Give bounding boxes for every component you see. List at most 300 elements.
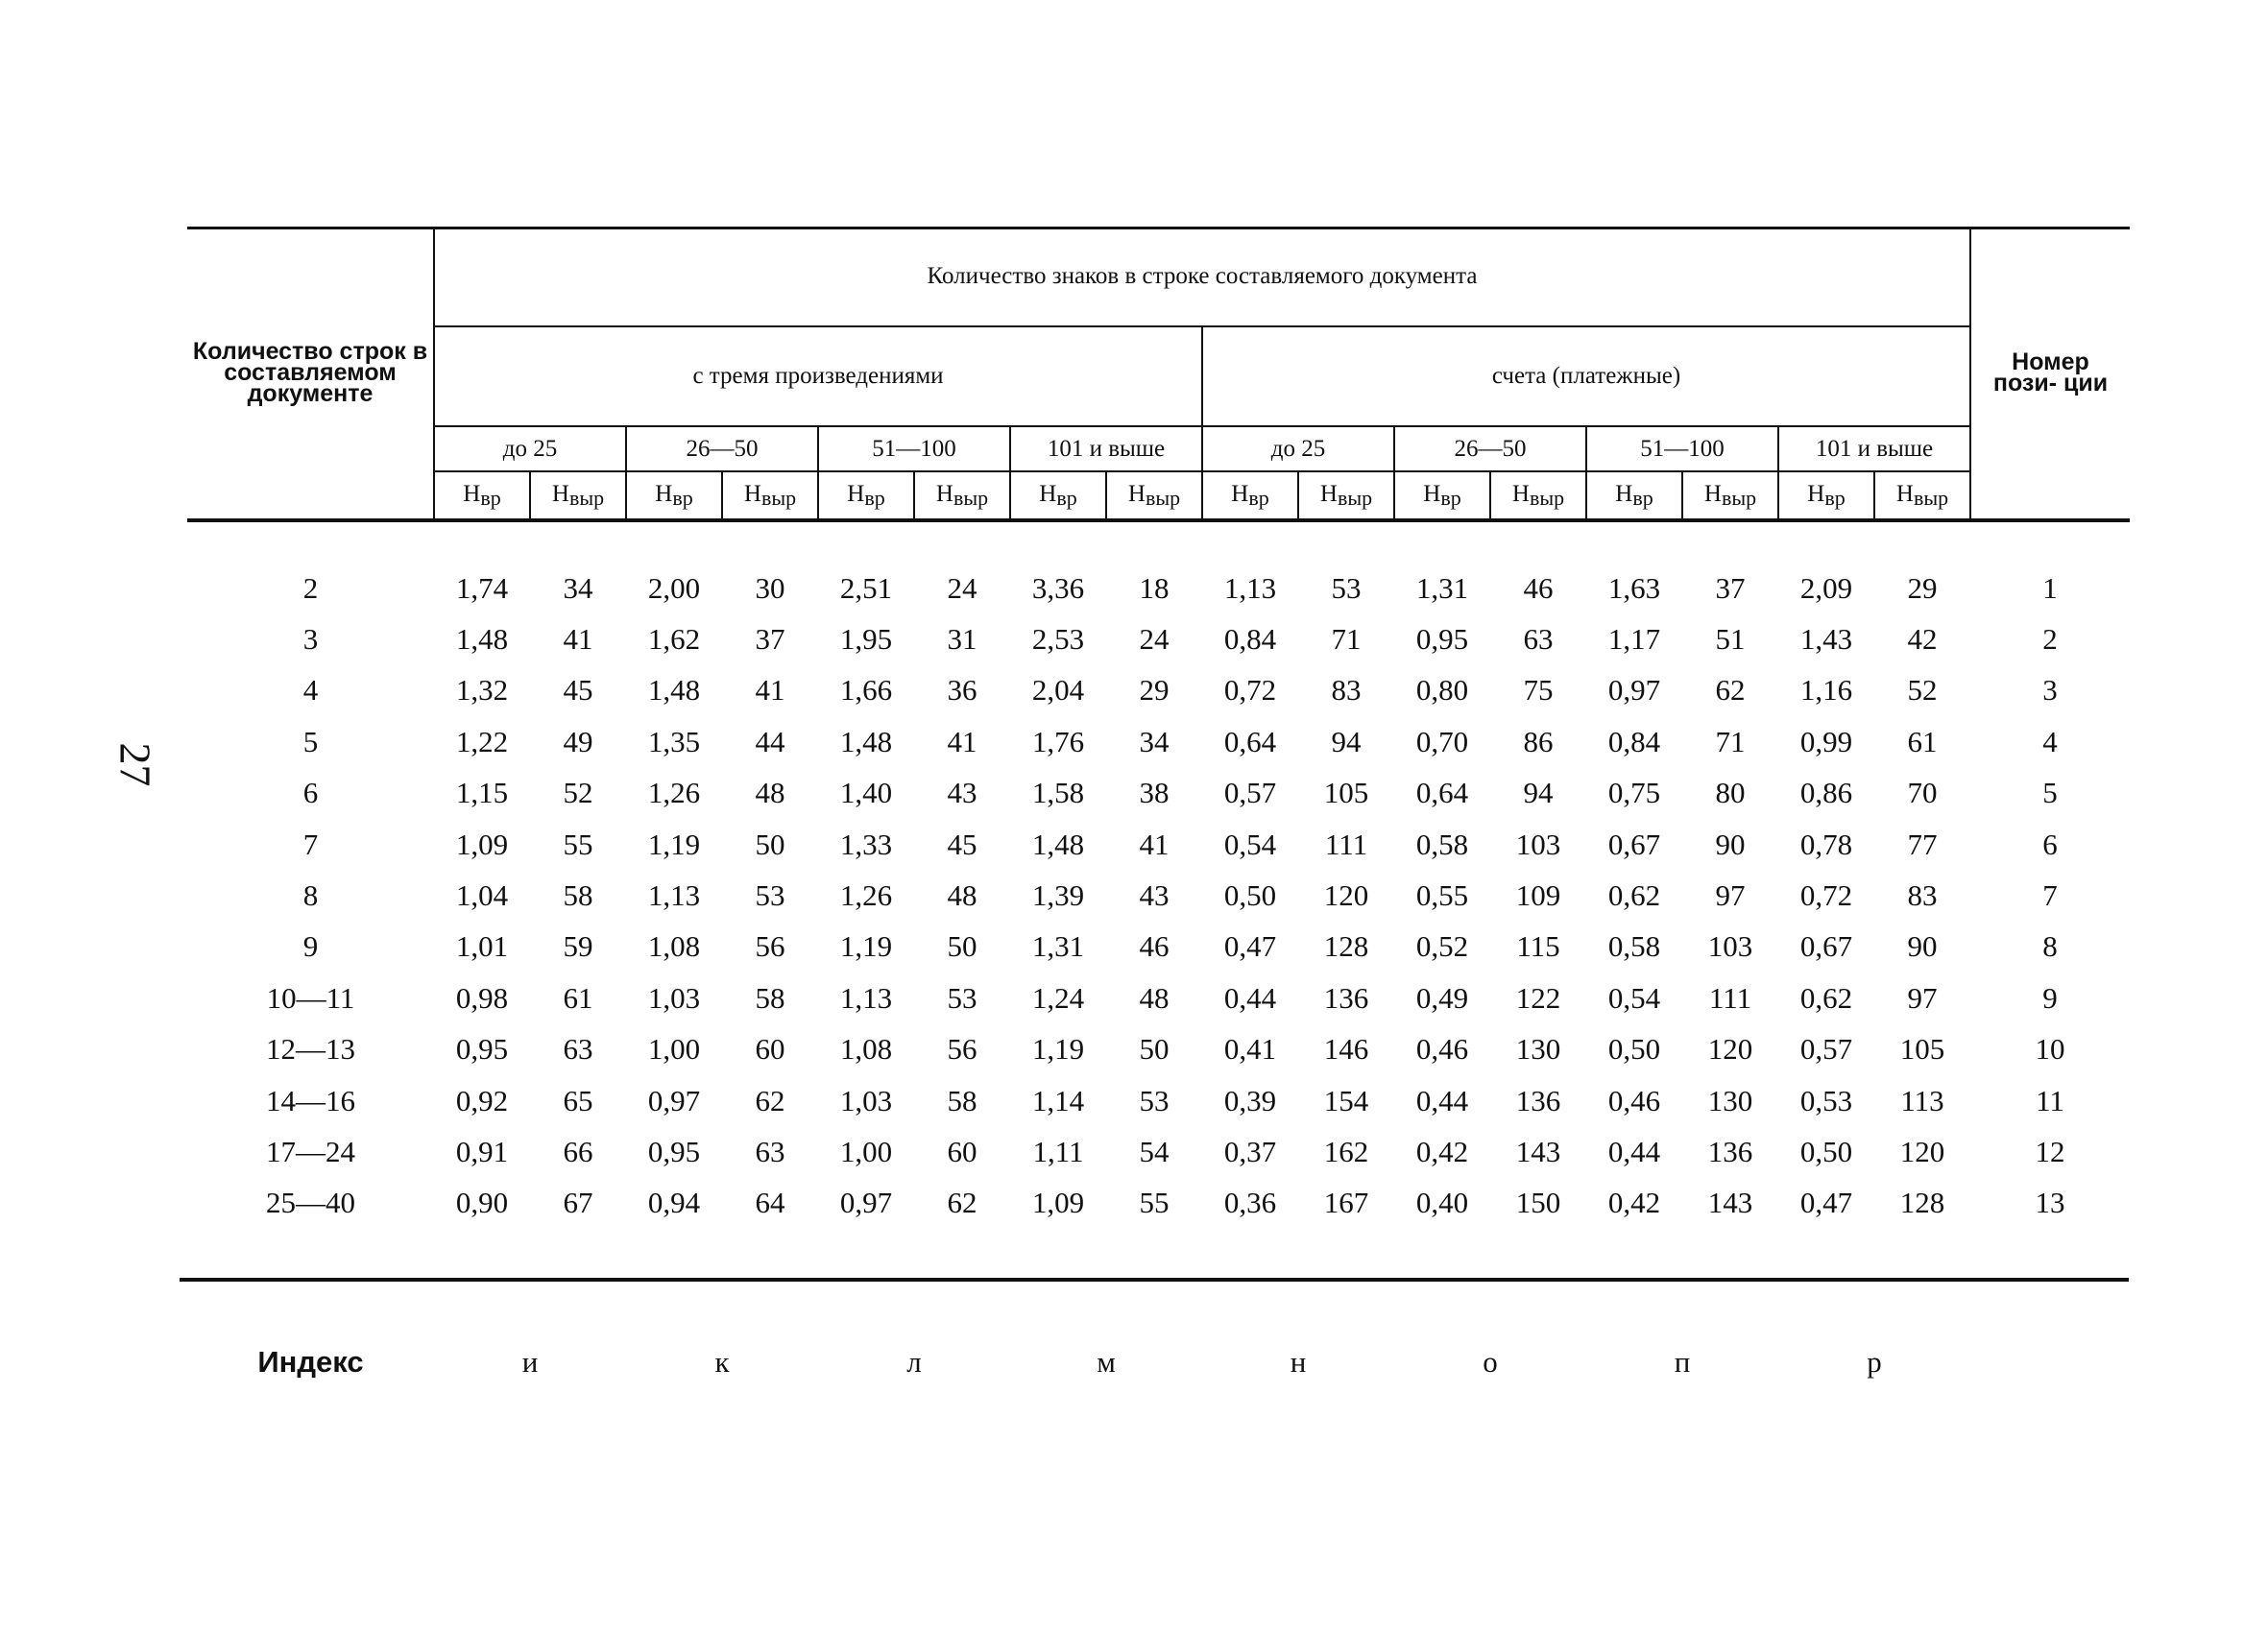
norm-symbol: Н xyxy=(1511,480,1530,507)
norm-output-cell: 56 xyxy=(755,929,785,964)
norm-output-cell: 46 xyxy=(1139,929,1170,964)
norm-subscript: вр xyxy=(480,485,501,510)
norm-output-cell: 41 xyxy=(947,724,977,758)
position-cell: 4 xyxy=(2042,724,2058,758)
norm-output-cell: 56 xyxy=(947,1032,977,1067)
header-group-products xyxy=(434,326,1202,426)
range-header: 26—50 xyxy=(1394,426,1586,471)
position-cell: 7 xyxy=(2042,878,2058,913)
norm-output-cell: 48 xyxy=(947,878,977,913)
header-bottom-rule xyxy=(187,519,2130,522)
norm-output-cell: 58 xyxy=(755,980,785,1015)
table-row xyxy=(187,563,2130,613)
norm-output-cell: 111 xyxy=(1324,827,1368,861)
norm-time-cell: 1,63 xyxy=(1607,570,1661,605)
norm-subscript: вр xyxy=(1440,485,1461,510)
norm-time-cell: 0,53 xyxy=(1799,1083,1853,1117)
norm-symbol: Н xyxy=(1127,480,1146,507)
norm-output-cell: 43 xyxy=(1139,878,1170,913)
norm-time-cell: 0,75 xyxy=(1607,776,1661,810)
position-cell: 11 xyxy=(2036,1083,2064,1117)
norm-time-cell: 0,99 xyxy=(1799,724,1853,758)
norm-symbol: Н xyxy=(743,480,761,507)
norm-time-cell: 1,17 xyxy=(1607,622,1661,657)
table-row xyxy=(187,1024,2130,1075)
norm-output-cell: 122 xyxy=(1515,980,1561,1015)
norm-time-cell: 0,42 xyxy=(1607,1186,1661,1220)
norm-output-cell: 45 xyxy=(563,673,593,708)
position-cell: 10 xyxy=(2035,1032,2065,1067)
header-position xyxy=(1970,227,2130,519)
norm-time-cell: 0,86 xyxy=(1799,776,1853,810)
table-row xyxy=(187,819,2130,870)
group-products-text: с тремя произведениями xyxy=(692,363,944,389)
line-count-cell: 5 xyxy=(302,724,319,758)
norm-output-cell: 80 xyxy=(1715,776,1746,810)
norm-output-cell: 115 xyxy=(1516,929,1560,964)
norm-time-cell: 1,62 xyxy=(647,622,701,657)
line-count-cell: 2 xyxy=(302,570,319,605)
norm-subscript: выр xyxy=(568,485,605,510)
index-letter: р xyxy=(1867,1345,1882,1379)
norm-time-cell: 2,04 xyxy=(1031,673,1085,708)
norm-time-cell: 0,36 xyxy=(1223,1186,1277,1220)
table-row xyxy=(187,665,2130,716)
norm-output-cell: 29 xyxy=(1139,673,1170,708)
norm-time-cell: 0,47 xyxy=(1223,929,1277,964)
norm-time-cell: 2,51 xyxy=(839,570,893,605)
line-count-cell: 14—16 xyxy=(266,1083,355,1117)
norm-output-cell: 105 xyxy=(1323,776,1369,810)
row-count-label: Количество строк в составляемом документе xyxy=(192,338,428,407)
norm-time-cell: 1,32 xyxy=(455,673,509,708)
norm-time-cell: 1,08 xyxy=(839,1032,893,1067)
norm-output-cell: 52 xyxy=(1907,673,1938,708)
norm-output-cell: 67 xyxy=(563,1186,593,1220)
norm-time-cell: 0,58 xyxy=(1607,929,1661,964)
position-cell: 8 xyxy=(2042,929,2058,964)
norm-time-cell: 0,94 xyxy=(647,1186,701,1220)
norm-time-cell: 1,31 xyxy=(1415,570,1469,605)
norm-output-header xyxy=(1490,471,1586,519)
norm-output-cell: 63 xyxy=(755,1134,785,1168)
norm-symbol: Н xyxy=(1231,480,1249,507)
norm-time-cell: 1,74 xyxy=(455,570,509,605)
norm-subscript: вр xyxy=(1248,485,1269,510)
norm-symbol: Н xyxy=(935,480,953,507)
norm-symbol: Н xyxy=(1423,480,1441,507)
norm-output-cell: 37 xyxy=(755,622,785,657)
index-letter: к xyxy=(714,1345,730,1379)
norm-output-cell: 75 xyxy=(1523,673,1554,708)
norm-output-cell: 90 xyxy=(1907,929,1938,964)
line-count-cell: 10—11 xyxy=(266,980,355,1015)
norm-time-header xyxy=(434,471,530,519)
table-row xyxy=(187,973,2130,1023)
norm-time-cell: 0,50 xyxy=(1799,1134,1853,1168)
norm-output-cell: 136 xyxy=(1323,980,1369,1015)
norm-time-cell: 0,40 xyxy=(1415,1186,1469,1220)
norm-time-cell: 0,72 xyxy=(1223,673,1277,708)
norm-output-cell: 53 xyxy=(1139,1083,1170,1117)
norm-output-cell: 55 xyxy=(563,827,593,861)
norm-output-header xyxy=(1106,471,1202,519)
norm-output-cell: 61 xyxy=(1907,724,1938,758)
norm-output-cell: 43 xyxy=(947,776,977,810)
norm-time-cell: 0,67 xyxy=(1799,929,1853,964)
norm-output-cell: 77 xyxy=(1907,827,1938,861)
norm-time-cell: 3,36 xyxy=(1031,570,1085,605)
norm-output-cell: 146 xyxy=(1323,1032,1369,1067)
table-row xyxy=(187,613,2130,664)
norm-time-cell: 0,50 xyxy=(1223,878,1277,913)
norm-output-cell: 53 xyxy=(947,980,977,1015)
range-header: 51—100 xyxy=(818,426,1010,471)
position-cell: 1 xyxy=(2042,570,2058,605)
norm-time-cell: 1,13 xyxy=(1223,570,1277,605)
norm-time-cell: 1,14 xyxy=(1031,1083,1085,1117)
range-header: до 25 xyxy=(1202,426,1394,471)
norm-time-cell: 0,44 xyxy=(1223,980,1277,1015)
norm-time-cell: 1,08 xyxy=(647,929,701,964)
norm-time-cell: 0,62 xyxy=(1607,878,1661,913)
norm-time-cell: 1,48 xyxy=(647,673,701,708)
norm-time-cell: 0,97 xyxy=(1607,673,1661,708)
index-letter: м xyxy=(1097,1345,1116,1379)
norm-output-header xyxy=(722,471,818,519)
norm-output-cell: 60 xyxy=(947,1134,977,1168)
norm-time-cell: 0,37 xyxy=(1223,1134,1277,1168)
norm-output-cell: 83 xyxy=(1331,673,1362,708)
norm-output-cell: 103 xyxy=(1515,827,1561,861)
norm-time-cell: 1,15 xyxy=(455,776,509,810)
norm-output-cell: 63 xyxy=(563,1032,593,1067)
norm-output-cell: 29 xyxy=(1907,570,1938,605)
page-number: 27 xyxy=(110,742,160,787)
norm-output-cell: 71 xyxy=(1715,724,1746,758)
norm-output-cell: 150 xyxy=(1515,1186,1561,1220)
table-header xyxy=(187,227,2130,520)
norm-time-header xyxy=(1586,471,1682,519)
line-count-cell: 8 xyxy=(302,878,319,913)
norm-output-cell: 18 xyxy=(1139,570,1170,605)
norm-subscript: выр xyxy=(1913,485,1949,510)
norm-time-cell: 0,84 xyxy=(1223,622,1277,657)
norm-output-cell: 162 xyxy=(1323,1134,1369,1168)
norm-time-cell: 1,16 xyxy=(1799,673,1853,708)
norm-time-cell: 0,52 xyxy=(1415,929,1469,964)
index-letter: и xyxy=(521,1345,539,1379)
norm-time-cell: 0,44 xyxy=(1607,1134,1661,1168)
norm-output-cell: 83 xyxy=(1907,878,1938,913)
line-count-cell: 9 xyxy=(302,929,319,964)
table-row xyxy=(187,870,2130,921)
norm-time-cell: 1,33 xyxy=(839,827,893,861)
norm-output-cell: 50 xyxy=(755,827,785,861)
position-cell: 12 xyxy=(2035,1134,2065,1168)
norm-output-cell: 51 xyxy=(1715,622,1746,657)
norm-time-cell: 0,70 xyxy=(1415,724,1469,758)
index-letter: п xyxy=(1674,1345,1691,1379)
norm-output-cell: 36 xyxy=(947,673,977,708)
norm-time-cell: 1,35 xyxy=(647,724,701,758)
norm-time-cell: 1,09 xyxy=(455,827,509,861)
header-row-count xyxy=(187,227,434,519)
norm-time-cell: 1,04 xyxy=(455,878,509,913)
norm-output-cell: 143 xyxy=(1515,1134,1561,1168)
norm-time-cell: 0,50 xyxy=(1607,1032,1661,1067)
norm-output-cell: 48 xyxy=(1139,980,1170,1015)
norm-output-cell: 113 xyxy=(1900,1083,1944,1117)
position-cell: 6 xyxy=(2042,827,2058,861)
norm-time-header xyxy=(1010,471,1106,519)
table-row xyxy=(187,922,2130,973)
norm-time-header xyxy=(1394,471,1490,519)
line-count-cell: 12—13 xyxy=(266,1032,355,1067)
index-letter: о xyxy=(1483,1345,1498,1379)
norm-time-cell: 1,39 xyxy=(1031,878,1085,913)
norm-output-cell: 70 xyxy=(1907,776,1938,810)
norm-output-cell: 65 xyxy=(563,1083,593,1117)
position-cell: 2 xyxy=(2042,622,2058,657)
norm-time-cell: 1,48 xyxy=(1031,827,1085,861)
norm-time-cell: 0,39 xyxy=(1223,1083,1277,1117)
norm-output-cell: 50 xyxy=(1139,1032,1170,1067)
norm-time-cell: 0,92 xyxy=(455,1083,509,1117)
table-row xyxy=(187,768,2130,819)
norm-output-cell: 24 xyxy=(947,570,977,605)
norm-output-header xyxy=(1874,471,1970,519)
norm-symbol: Н xyxy=(1807,480,1825,507)
norm-output-cell: 46 xyxy=(1523,570,1554,605)
norm-output-cell: 34 xyxy=(563,570,593,605)
norm-time-cell: 0,47 xyxy=(1799,1186,1853,1220)
norm-time-cell: 0,54 xyxy=(1223,827,1277,861)
norm-time-header xyxy=(1778,471,1874,519)
norm-output-cell: 128 xyxy=(1323,929,1369,964)
norm-output-cell: 130 xyxy=(1515,1032,1561,1067)
norm-output-cell: 37 xyxy=(1715,570,1746,605)
norm-time-cell: 1,03 xyxy=(839,1083,893,1117)
norm-subscript: вр xyxy=(1824,485,1846,510)
norm-time-cell: 0,67 xyxy=(1607,827,1661,861)
main-title-text: Количество знаков в строке составляемого документа xyxy=(927,262,1478,289)
norm-time-cell: 1,19 xyxy=(1031,1032,1085,1067)
norm-output-cell: 143 xyxy=(1707,1186,1753,1220)
table-row xyxy=(187,716,2130,767)
norm-output-cell: 34 xyxy=(1139,724,1170,758)
norm-output-cell: 97 xyxy=(1715,878,1746,913)
norm-output-cell: 66 xyxy=(563,1134,593,1168)
norm-time-cell: 0,90 xyxy=(455,1186,509,1220)
norm-time-cell: 1,48 xyxy=(839,724,893,758)
position-cell: 3 xyxy=(2042,673,2058,708)
norm-subscript: выр xyxy=(1721,485,1757,510)
norm-time-header xyxy=(818,471,914,519)
norm-time-cell: 0,44 xyxy=(1415,1083,1469,1117)
norm-time-cell: 0,64 xyxy=(1223,724,1277,758)
norm-output-cell: 41 xyxy=(1139,827,1170,861)
norm-time-cell: 0,72 xyxy=(1799,878,1853,913)
norm-symbol: Н xyxy=(847,480,865,507)
norm-output-cell: 111 xyxy=(1708,980,1752,1015)
norm-symbol: Н xyxy=(551,480,569,507)
table-row xyxy=(187,1075,2130,1126)
norm-time-cell: 1,58 xyxy=(1031,776,1085,810)
index-label: Индекс xyxy=(257,1345,364,1379)
norm-output-cell: 63 xyxy=(1523,622,1554,657)
norm-time-cell: 0,54 xyxy=(1607,980,1661,1015)
norm-time-cell: 0,62 xyxy=(1799,980,1853,1015)
norm-output-cell: 53 xyxy=(1331,570,1362,605)
norm-time-cell: 1,24 xyxy=(1031,980,1085,1015)
norm-output-cell: 90 xyxy=(1715,827,1746,861)
norm-output-header xyxy=(530,471,626,519)
norm-output-cell: 94 xyxy=(1331,724,1362,758)
index-letter: л xyxy=(906,1345,922,1379)
norm-time-header xyxy=(626,471,722,519)
norm-time-cell: 1,19 xyxy=(839,929,893,964)
table-body xyxy=(187,563,2130,1229)
norm-output-cell: 136 xyxy=(1515,1083,1561,1117)
norm-time-cell: 0,95 xyxy=(1415,622,1469,657)
norm-time-cell: 1,13 xyxy=(647,878,701,913)
norm-time-cell: 0,97 xyxy=(647,1083,701,1117)
line-count-cell: 3 xyxy=(302,622,319,657)
line-count-cell: 25—40 xyxy=(266,1186,355,1220)
norm-time-cell: 0,46 xyxy=(1607,1083,1661,1117)
norm-time-cell: 0,91 xyxy=(455,1134,509,1168)
position-cell: 13 xyxy=(2035,1186,2065,1220)
range-header: до 25 xyxy=(434,426,626,471)
norm-output-cell: 50 xyxy=(947,929,977,964)
index-spacer xyxy=(1970,1338,2130,1386)
norm-time-cell: 0,78 xyxy=(1799,827,1853,861)
norm-output-cell: 109 xyxy=(1515,878,1561,913)
norm-output-cell: 120 xyxy=(1707,1032,1753,1067)
norm-subscript: вр xyxy=(1632,485,1653,510)
norm-output-cell: 105 xyxy=(1899,1032,1945,1067)
norm-output-cell: 167 xyxy=(1323,1186,1369,1220)
norm-symbol: Н xyxy=(1703,480,1722,507)
norm-time-cell: 1,66 xyxy=(839,673,893,708)
header-main-title xyxy=(434,227,1970,326)
norm-subscript: вр xyxy=(672,485,693,510)
norm-time-cell: 0,57 xyxy=(1223,776,1277,810)
norm-time-cell: 0,80 xyxy=(1415,673,1469,708)
position-cell: 9 xyxy=(2042,980,2058,1015)
norm-subscript: выр xyxy=(953,485,989,510)
norm-subscript: вр xyxy=(864,485,885,510)
range-header: 26—50 xyxy=(626,426,818,471)
norm-output-cell: 71 xyxy=(1331,622,1362,657)
header-group-invoices xyxy=(1202,326,1970,426)
norm-time-cell: 0,97 xyxy=(839,1186,893,1220)
norm-time-cell: 0,55 xyxy=(1415,878,1469,913)
norm-time-header xyxy=(1202,471,1298,519)
norm-time-cell: 0,42 xyxy=(1415,1134,1469,1168)
norm-output-cell: 130 xyxy=(1707,1083,1753,1117)
norm-output-cell: 120 xyxy=(1323,878,1369,913)
norm-output-cell: 62 xyxy=(1715,673,1746,708)
index-row xyxy=(187,1338,2130,1386)
position-label: Номер пози- ции xyxy=(1992,348,2109,396)
norm-output-cell: 60 xyxy=(755,1032,785,1067)
norm-output-cell: 30 xyxy=(755,570,785,605)
norm-symbol: Н xyxy=(1895,480,1914,507)
norm-time-cell: 1,26 xyxy=(647,776,701,810)
norm-symbol: Н xyxy=(655,480,673,507)
norm-time-cell: 1,03 xyxy=(647,980,701,1015)
norm-time-cell: 1,31 xyxy=(1031,929,1085,964)
index-letter: н xyxy=(1290,1345,1307,1379)
norm-symbol: Н xyxy=(1039,480,1057,507)
norm-time-cell: 1,00 xyxy=(647,1032,701,1067)
norm-time-cell: 1,76 xyxy=(1031,724,1085,758)
line-count-cell: 17—24 xyxy=(266,1134,355,1168)
norm-subscript: выр xyxy=(1337,485,1373,510)
norm-time-cell: 2,53 xyxy=(1031,622,1085,657)
norm-output-cell: 49 xyxy=(563,724,593,758)
norm-output-cell: 42 xyxy=(1907,622,1938,657)
norm-output-cell: 53 xyxy=(755,878,785,913)
norm-output-cell: 94 xyxy=(1523,776,1554,810)
norm-symbol: Н xyxy=(463,480,481,507)
norm-symbol: Н xyxy=(1615,480,1633,507)
norm-time-cell: 0,64 xyxy=(1415,776,1469,810)
norm-time-cell: 1,09 xyxy=(1031,1186,1085,1220)
norm-time-cell: 1,26 xyxy=(839,878,893,913)
norm-output-cell: 61 xyxy=(563,980,593,1015)
norm-output-cell: 54 xyxy=(1139,1134,1170,1168)
norm-output-cell: 58 xyxy=(947,1083,977,1117)
norm-output-cell: 136 xyxy=(1707,1134,1753,1168)
norm-symbol: Н xyxy=(1319,480,1338,507)
bottom-rule xyxy=(180,1278,2129,1282)
norm-output-cell: 59 xyxy=(563,929,593,964)
norm-output-header xyxy=(1682,471,1778,519)
norm-time-cell: 0,49 xyxy=(1415,980,1469,1015)
norm-output-header xyxy=(1298,471,1394,519)
norm-output-cell: 31 xyxy=(947,622,977,657)
line-count-cell: 6 xyxy=(302,776,319,810)
norm-time-cell: 0,57 xyxy=(1799,1032,1853,1067)
norm-time-cell: 2,00 xyxy=(647,570,701,605)
norm-output-cell: 58 xyxy=(563,878,593,913)
norm-time-cell: 2,09 xyxy=(1799,570,1853,605)
norm-output-cell: 24 xyxy=(1139,622,1170,657)
range-header: 101 и выше xyxy=(1778,426,1970,471)
norm-subscript: выр xyxy=(1529,485,1565,510)
norm-output-cell: 38 xyxy=(1139,776,1170,810)
norm-output-cell: 120 xyxy=(1899,1134,1945,1168)
norm-time-cell: 1,40 xyxy=(839,776,893,810)
norm-output-cell: 128 xyxy=(1899,1186,1945,1220)
norm-time-cell: 0,95 xyxy=(455,1032,509,1067)
norm-output-cell: 62 xyxy=(755,1083,785,1117)
line-count-cell: 7 xyxy=(302,827,319,861)
group-invoices-text: счета (платежные) xyxy=(1491,363,1681,389)
norm-time-cell: 0,46 xyxy=(1415,1032,1469,1067)
norm-time-cell: 1,11 xyxy=(1032,1134,1084,1168)
norm-output-cell: 97 xyxy=(1907,980,1938,1015)
norm-time-cell: 1,01 xyxy=(455,929,509,964)
norm-time-cell: 1,48 xyxy=(455,622,509,657)
norm-output-cell: 62 xyxy=(947,1186,977,1220)
norm-output-cell: 41 xyxy=(563,622,593,657)
norm-subscript: выр xyxy=(1145,485,1181,510)
norm-time-cell: 1,22 xyxy=(455,724,509,758)
